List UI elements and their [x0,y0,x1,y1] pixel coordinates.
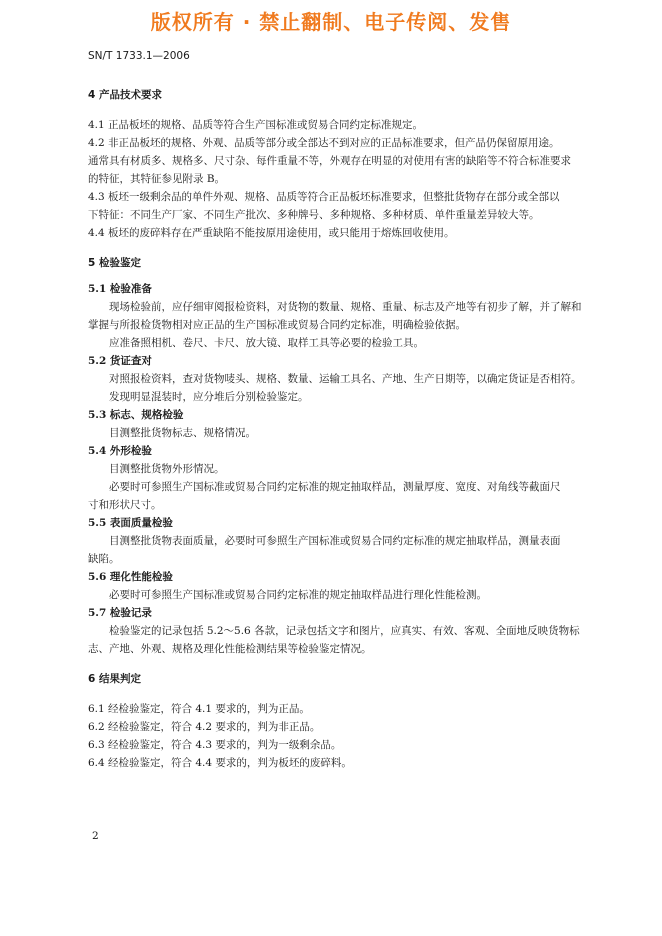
copyright-watermark: 版权所有 · 禁止翻制、电子传阅、发售 [150,10,512,34]
clause-4-3-line-1: 4.3 板坯一级剩余品的单件外观、规格、品质等符合正品板坯标准要求，但整批货物存在部分或全部以 [88,191,560,203]
clause-6-2: 6.2 经检验鉴定，符合 4.2 要求的，判为非正品。 [88,721,321,733]
section-5-heading: 5 检验鉴定 [88,257,141,269]
document-body [88,86,608,772]
clause-5-4-para-2: 必要时可参照生产国标准或贸易合同约定标准的规定抽取样品，测量厚度、宽度、对角线等截面尺 [109,481,561,493]
clause-5-5-para-cont: 缺陷。 [88,553,120,565]
clause-5-7-para-cont: 志、产地、外观、规格及理化性能检测结果等检验鉴定情况。 [88,643,372,655]
clause-4-2-line-1: 4.2 非正品板坯的规格、外观、品质等部分或全部达不到对应的正品标准要求，但产品仍保留原用途。 [88,137,560,149]
clause-5-4-heading: 5.4 外形检验 [88,445,152,457]
clause-5-2-heading: 5.2 货证查对 [88,355,152,367]
page-number: 2 [92,830,99,842]
clause-5-1-heading: 5.1 检验准备 [88,283,152,295]
clause-5-2-para-1: 对照报检资料，查对货物唛头、规格、数量、运输工具名、产地、生产日期等，以确定货证是否相符。 [109,373,582,385]
clause-6-4: 6.4 经检验鉴定，符合 4.4 要求的，判为板坯的废碎料。 [88,757,352,769]
clause-5-6-para: 必要时可参照生产国标准或贸易合同约定标准的规定抽取样品进行理化性能检测。 [109,589,487,601]
section-6-heading: 6 结果判定 [88,673,141,685]
clause-6-3: 6.3 经检验鉴定，符合 4.3 要求的，判为一级剩余品。 [88,739,342,751]
clause-5-5-heading: 5.5 表面质量检验 [88,517,173,529]
clause-4-2-line-2: 通常具有材质多、规格多、尺寸杂、每件重量不等，外观存在明显的对使用有害的缺陷等不符合标准要求 [88,155,571,167]
clause-5-1-para-1: 现场检验前，应仔细审阅报检资料，对货物的数量、规格、重量、标志及产地等有初步了解，并了解和 [109,301,582,313]
clause-5-3-para: 目测整批货物标志、规格情况。 [109,427,256,439]
clause-4-4: 4.4 板坯的废碎料存在严重缺陷不能按原用途使用，或只能用于熔炼回收使用。 [88,227,455,239]
clause-5-7-heading: 5.7 检验记录 [88,607,152,619]
clause-5-4-para-1: 目测整批货物外形情况。 [109,463,225,475]
clause-4-1: 4.1 正品板坯的规格、品质等符合生产国标准或贸易合同约定标准规定。 [88,119,424,131]
clause-5-5-para: 目测整批货物表面质量，必要时可参照生产国标准或贸易合同约定标准的规定抽取样品，测量表面 [109,535,561,547]
clause-5-6-heading: 5.6 理化性能检验 [88,571,173,583]
section-4-heading: 4 产品技术要求 [88,89,162,101]
clause-4-3-line-2: 下特征：不同生产厂家、不同生产批次、多种牌号、多种规格、多种材质、单件重量差异较大等。 [88,209,540,221]
clause-5-1-para-1-cont: 掌握与所报检货物相对应正品的生产国标准或贸易合同约定标准，明确检验依据。 [88,319,466,331]
clause-6-1: 6.1 经检验鉴定，符合 4.1 要求的，判为正品。 [88,703,310,715]
clause-5-4-para-2-cont: 寸和形状尺寸。 [88,499,162,511]
clause-5-1-para-2: 应准备照相机、卷尺、卡尺、放大镜、取样工具等必要的检验工具。 [109,337,424,349]
clause-5-3-heading: 5.3 标志、规格检验 [88,409,184,421]
clause-5-7-para: 检验鉴定的记录包括 5.2～5.6 各款，记录包括文字和图片，应真实、有效、客观、全面地反映货物标 [109,625,580,637]
clause-5-2-para-2: 发现明显混装时，应分堆后分别检验鉴定。 [109,391,309,403]
standard-number: SN/T 1733.1—2006 [88,50,190,62]
clause-4-2-line-3: 的特征，其特征参见附录 B。 [88,173,226,185]
